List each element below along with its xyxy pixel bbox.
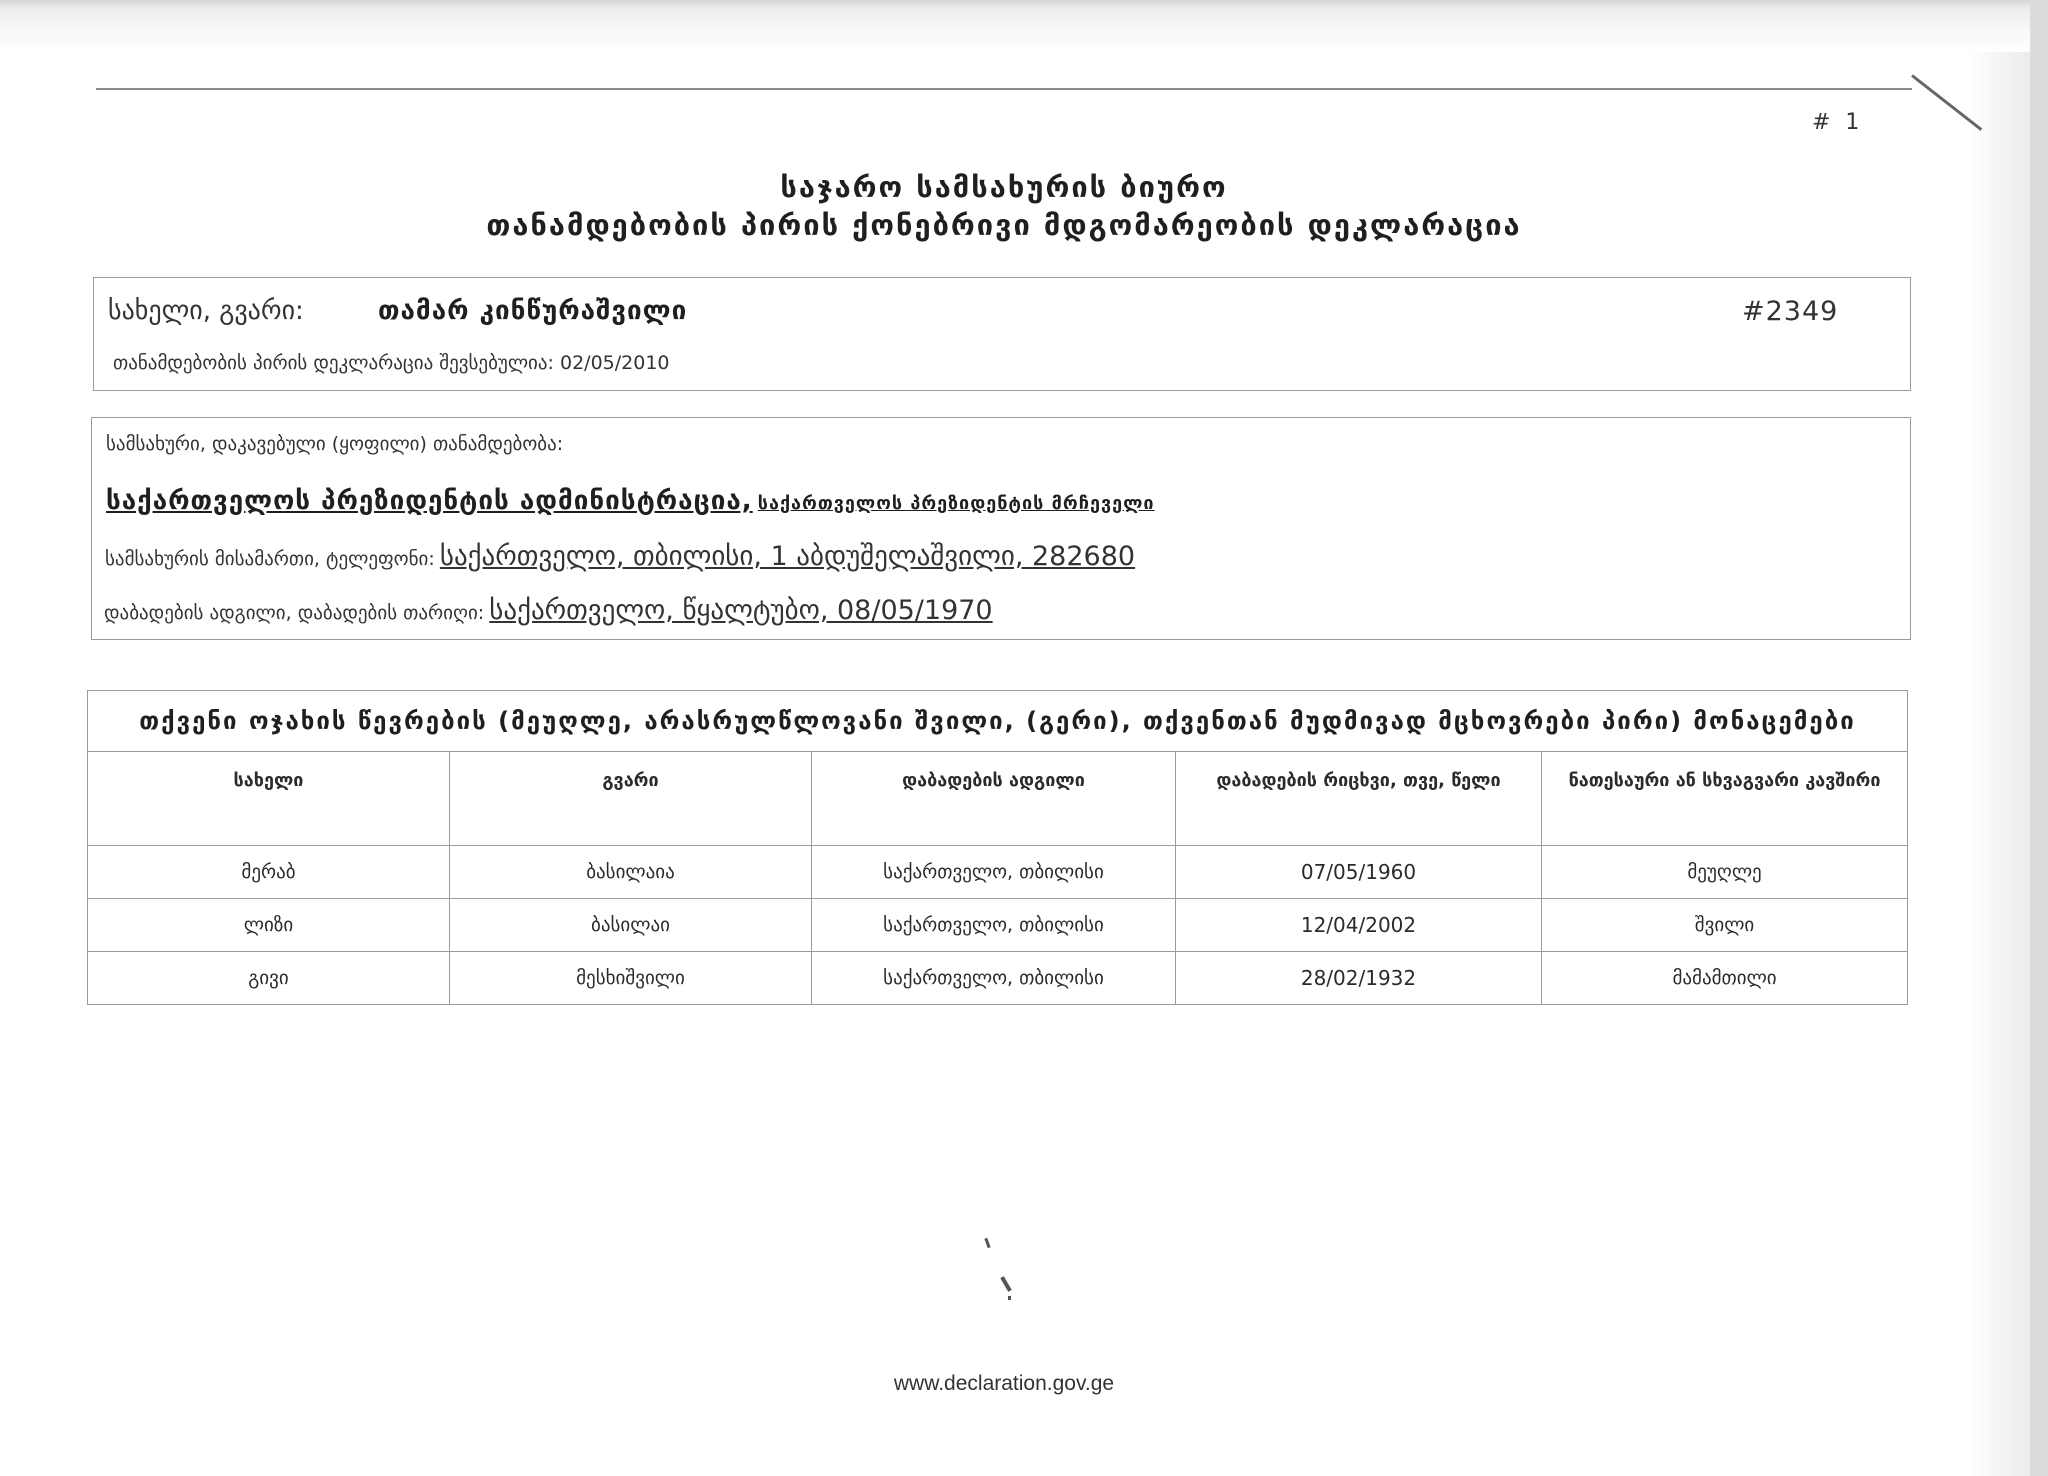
table-cell: მამამთილი <box>1542 952 1908 1005</box>
filled-label-text: თანამდებობის პირის დეკლარაცია შევსებულია: <box>113 352 554 374</box>
table-cell: მესხიშვილი <box>450 952 812 1005</box>
column-header: სახელი <box>88 752 450 846</box>
website-url: www.declaration.gov.ge <box>893 1372 1115 1395</box>
name-label: სახელი, გვარი: <box>108 296 304 326</box>
table-cell: გივი <box>88 952 450 1005</box>
birth-value: საქართველო, წყალტუბო, 08/05/1970 <box>489 595 993 626</box>
address-value: საქართველო, თბილისი, 1 აბდუშელაშვილი, 282680 <box>439 541 1136 572</box>
table-cell: ლიზი <box>88 899 450 952</box>
top-divider <box>96 88 1912 90</box>
office-label: სამსახური, დაკავებული (ყოფილი) თანამდებობა: <box>106 433 564 455</box>
table-cell: მერაბ <box>88 846 450 899</box>
table-row <box>88 952 1908 1005</box>
birth-line <box>104 595 993 626</box>
table-cell: საქართველო, თბილისი <box>812 899 1176 952</box>
table-cell: 28/02/1932 <box>1176 952 1542 1005</box>
filled-label <box>113 352 670 374</box>
filled-date: 02/05/2010 <box>559 352 670 374</box>
table-cell: 07/05/1960 <box>1176 846 1542 899</box>
table-header-row <box>88 752 1908 846</box>
office-value: საქართველოს პრეზიდენტის ადმინისტრაცია, <box>106 486 753 516</box>
position-value: საქართველოს პრეზიდენტის მრჩეველი <box>757 493 1155 514</box>
column-header: ნათესაური ან სხვაგვარი კავშირი <box>1542 752 1908 846</box>
family-members-table <box>87 690 1908 1005</box>
scan-speck <box>1008 1296 1011 1300</box>
column-header: დაბადების ადგილი <box>812 752 1176 846</box>
table-cell: საქართველო, თბილისი <box>812 846 1176 899</box>
birth-label: დაბადების ადგილი, დაბადების თარიღი: <box>104 602 485 624</box>
table-caption-row <box>88 691 1908 752</box>
name-value: თამარ კინწურაშვილი <box>378 296 688 326</box>
table-cell: მეუღლე <box>1542 846 1908 899</box>
table-cell: საქართველო, თბილისი <box>812 952 1176 1005</box>
address-line <box>105 541 1135 572</box>
table-cell: ბასილაი <box>450 899 812 952</box>
scan-right-edge <box>2030 0 2048 1476</box>
family-table-caption: თქვენი ოჯახის წევრების (მეუღლე, არასრულწლოვანი შვილი, (გერი), თქვენთან მუდმივად მცხოვრები პირი) მონაცემები <box>88 691 1908 752</box>
office-line <box>106 486 1155 516</box>
declaration-title: თანამდებობის პირის ქონებრივი მდგომარეობის დეკლარაცია <box>486 208 1522 242</box>
column-header: დაბადების რიცხვი, თვე, წელი <box>1176 752 1542 846</box>
column-header: გვარი <box>450 752 812 846</box>
table-cell: ბასილაია <box>450 846 812 899</box>
page-number: # 1 <box>1812 110 1864 135</box>
table-cell: 12/04/2002 <box>1176 899 1542 952</box>
bureau-title: საჯარო სამსახურის ბიურო <box>780 170 1228 204</box>
address-label: სამსახურის მისამართი, ტელეფონი: <box>105 548 435 570</box>
table-row <box>88 899 1908 952</box>
scan-top-edge <box>0 0 2048 52</box>
table-row <box>88 846 1908 899</box>
declaration-number: #2349 <box>1742 296 1839 327</box>
table-cell: შვილი <box>1542 899 1908 952</box>
